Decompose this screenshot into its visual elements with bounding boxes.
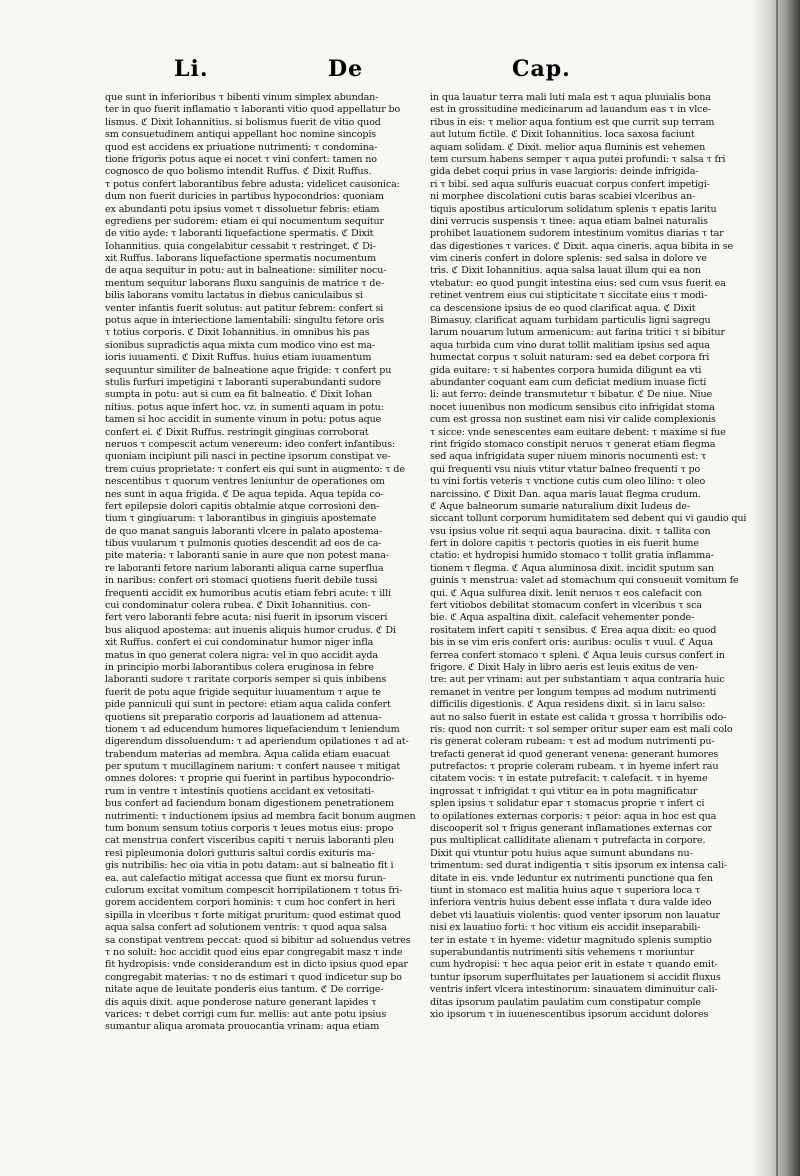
text-line: dis aquis dixit. aque ponderose nature generant lapides τ [105, 996, 377, 1008]
text-line: nescentibus τ quorum ventres leniuntur de operationes om [105, 476, 385, 488]
text-line: de quo manat sanguis laboranti vlcere in palato apostema- [105, 525, 383, 537]
text-line: quod est accidens ex priuatione nutrimenti: τ condomina- [105, 141, 378, 153]
text-line: tiquis apostibus articulorum solidatum splenis τ epatis laritu [430, 203, 717, 215]
text-line: per sputum τ mucillaginem narium: τ confert nausee τ mitigat [105, 761, 401, 773]
text-line: lismus. ℭ Dixit Iohannitius. si bolismus fuerit de vitio quod [105, 116, 381, 128]
text-line: xit Ruffus. confert ei cui condominatur humor niger infla [105, 637, 374, 649]
text-line: sumpta in potu: aut si cum ea fit balneatio. ℭ Dixit Iohan [105, 389, 373, 401]
text-line: τ no soluit: hoc accidit quod eius epar congregabit masz τ inde [105, 946, 403, 958]
text-line: vim cineris confert in dolore splenis: sed salsa in dolore ve [430, 253, 707, 265]
text-line: gis nutribilis: hec oia vitia in potu datam: aut si balneatio fit i [105, 860, 394, 872]
text-line: rum in ventre τ intestinis quotiens accidant ex vetositati- [105, 785, 374, 797]
text-line: ea. aut calefactio mitigat accessa que fiunt ex morsu furun- [105, 872, 386, 884]
text-line: debet vti lauatiuis violentis: quod venter ipsorum non lauatur [430, 909, 720, 921]
text-line: ctatio: et hydropisi humido stomaco τ tollit gratia inflamma- [430, 550, 714, 562]
text-line: li: aut ferro: deinde transmutetur τ bibatur. ℭ De niue. Niue [430, 389, 713, 401]
text-line: pus multiplicat calliditate alienam τ putrefacta in corpore. [430, 835, 706, 847]
text-line: tionem τ ad educendum humores liquefaciendum τ leniendum [105, 723, 400, 735]
text-line: fert vitiobos debilitat stomacum confert in vlceribus τ sca [430, 600, 702, 612]
text-line: vsu ipsius volue rit sequi aqua bauracina. dixit. τ tallita con [430, 525, 711, 537]
text-line: ferrea confert stomaco τ spleni. ℭ Aqua leuis cursus confert in [430, 649, 725, 661]
text-line: nisi ex lauatiuo forti: τ hoc vitium eis accidit inseparabili- [430, 922, 701, 934]
text-line: guinis τ menstrua: valet ad stomachum qui consueuit vomitum fe [430, 575, 739, 587]
text-line: quoniam incipiunt pili nasci in pectine ipsorum constipat ve- [105, 451, 391, 463]
text-line: aut no salso fuerit in estate est calida τ grossa τ horribilis odo- [430, 711, 727, 723]
text-line: inferiora ventris huius debent esse inflata τ dura valde ideo [430, 897, 712, 909]
page-edge-line [776, 0, 778, 1176]
text-line: qui. ℭ Aqua sulfurea dixit. lenit neruos τ eos calefacit con [430, 587, 702, 599]
text-line: gida debet coqui prius in vase largioris: deinde infrigida- [430, 166, 699, 178]
text-line: nitius. potus aque infert hoc. vz. in sumenti aquam in potu: [105, 401, 384, 413]
text-line: cognosco de quo bolismo intendit Ruffus. ℭ Dixit Ruffus. [105, 166, 372, 178]
text-line: Iohannitius. quia congelabitur cessabit τ restringet. ℭ Di- [105, 240, 376, 252]
text-line: nutrimenti: τ inductionem ipsius ad membra facit bonum augmen [105, 810, 416, 822]
text-line: ditate in eis. vnde leduntur ex nutrimenti punctione qua fen [430, 872, 713, 884]
text-line: ventris infert vlcera intestinorum: sinauatem diminuitur cali- [430, 984, 718, 996]
text-line: sed aqua infrigidata super niuem minoris nocumenti est: τ [430, 451, 707, 463]
text-line: venter infantis fuerit solutus: aut patitur febrem: confert si [105, 302, 384, 314]
text-line: neruos τ compescit actum venereum: ideo confert infantibus: [105, 438, 396, 450]
text-line: sa constipat ventrem peccat: quod si bibitur ad soluendus vetres [105, 934, 411, 946]
text-line: Bimasuy. clarificat aquam turbidam particulis ligni sagregu [430, 315, 711, 327]
text-line: siccant tollunt corporum humiditatem sed debent qui vi gaudio qui [430, 513, 747, 525]
text-line: tione frigoris potus aque ei nocet τ vini confert: tamen no [105, 153, 377, 165]
text-line: bus confert ad faciendum bonam digestionem penetrationem [105, 798, 394, 810]
text-line: xit Ruffus. laborans liquefactione spermatis nocumentum [105, 253, 377, 265]
text-line: tiunt in stomaco est malitia huius aque τ superiora loca τ [430, 885, 701, 896]
text-line: sm consuetudinem antiqui appellant hoc nomine sincopis [105, 129, 377, 141]
text-line: tu vini fortis veteris τ vnctione cutis cum oleo lilino: τ oleo [430, 476, 706, 488]
text-line: rositatem infert capiti τ sensibus. ℭ Erea aqua dixit: eo quod [430, 624, 717, 636]
text-line: rint frigido stomaco constipit neruos τ generat etiam flegma [430, 438, 716, 450]
text-line: in naribus: confert ori stomaci quotiens fuerit debile tussi [105, 575, 378, 587]
running-title-right: Cap. [512, 56, 571, 82]
text-column-right [430, 92, 747, 1152]
text-line: ditas ipsorum paulatim paulatim cum constipatur comple [430, 996, 701, 1008]
text-line: citatem vocis: τ in estate putrefacit: τ calefacit. τ in hyeme [430, 773, 708, 785]
text-line: aqua turbida cum vino durat tollit malitiam ipsius sed aqua [430, 339, 710, 351]
text-line: aut lutum fictile. ℭ Dixit Iohannitius. loca saxosa faciunt [430, 129, 695, 141]
text-line: cum est grossa non sustinet eam nisi vir calide complexionis [430, 414, 716, 426]
text-line: das digestiones τ varices. ℭ Dixit. aqua cineris. aqua bibita in se [430, 240, 734, 252]
text-line: cum hydropisi: τ hec aqua peior erit in estate τ quando emit- [430, 959, 718, 971]
text-line: τ sicce: vnde senescentes eam euitare debent: τ maxime si fue [430, 426, 726, 438]
text-line: congregabit materias: τ no ds estimari τ quod indicetur sup bo [105, 971, 402, 983]
text-line: culorum excitat vomitum compescit horripilationem τ totus fri- [105, 885, 403, 896]
text-line: matus in quo generat colera nigra: vel in quo accidit ayda [105, 649, 378, 661]
text-line: stulis furfuri impetigini τ laboranti superabundanti sudore [105, 376, 381, 388]
text-line: ingrossat τ infrigidat τ qui vtitur ea in potu magnificatur [430, 785, 698, 797]
text-line: tre: aut per vrinam: aut per substantiam τ aqua contraria huic [430, 674, 725, 686]
text-line: omnes dolores: τ proprie qui fuerint in partibus hypocondrio- [105, 773, 395, 785]
text-line: nocet iuuenibus non modicum sensibus cito infrigidat stoma [430, 401, 715, 413]
text-line: que sunt in inferioribus τ bibenti vinum simplex abundan- [105, 92, 379, 103]
text-line: ca descensione ipsius de eo quod clarificat aqua. ℭ Dixit [430, 302, 696, 314]
text-line: qui frequenti vsu niuis vtitur vtatur balneo frequenti τ po [430, 463, 701, 475]
text-line: nes sunt in aqua frigida. ℭ De aqua tepida. Aqua tepida co- [105, 488, 384, 500]
text-line: ter in quo fuerit inflamatio τ laboranti vitio quod appellatur bo [105, 104, 401, 116]
text-line: tum bonum sensum totius corporis τ leues motus eius: propo [105, 823, 394, 835]
text-column-left [105, 92, 416, 1152]
text-line: re laboranti fetore narium laboranti aliqua carne superflua [105, 562, 384, 574]
text-line: fert epilepsie dolori capitis obtalmie atque corrosioni den- [105, 500, 380, 512]
text-line: gida euitare: τ si habentes corpora humida diligunt ea vti [430, 364, 702, 376]
text-line: in qua lauatur terra mali luti mala est τ aqua pluuialis bona [430, 92, 711, 103]
text-line: sumantur aliqua aromata prouocantia vrinam: aqua etiam [105, 1021, 380, 1033]
text-line: fuerit de potu aque frigide sequitur iuuamentum τ aque te [105, 686, 381, 698]
text-line: superabundantis nutrimenti sitis vehemens τ moriuntur [430, 946, 695, 958]
text-line: potus aque in interiectione lamentabili: singultu fetore oris [105, 315, 385, 327]
text-line: pide panniculi qui sunt in pectore: etiam aqua calida confert [105, 699, 391, 711]
text-line: ioris iuuamenti. ℭ Dixit Ruffus. huius etiam iuuamentum [105, 352, 372, 364]
text-line: trabendum materias ad membra. Aqua calida etiam euacuat [105, 748, 390, 760]
text-line: prohibet lauationem sudorem intestinum vomitus diarias τ tar [430, 228, 724, 240]
text-line: tuntur ipsorum superfluitates per lauationem si accidit fluxus [430, 971, 721, 983]
text-line: ex abundanti potu ipsius vomet τ dissoluetur febris: etiam [105, 203, 380, 215]
text-line: bus aliquod apostema: aut inuenis aliquis humor crudus. ℭ Di [105, 624, 396, 636]
text-line: confert ei. ℭ Dixit Ruffus. restringit gingiuas corroborat [105, 426, 369, 438]
text-line: ni morphee discolationi cutis baras scabiei vlceribus an- [430, 191, 696, 203]
text-line: vtebatur: eo quod pungit intestina eius: sed cum vsus fuerit ea [430, 277, 726, 289]
text-line: varices: τ debet corrigi cum fur. mellis: aut ante potu ipsius [105, 1008, 387, 1020]
text-line: ter in estate τ in hyeme: videtur magnitudo splenis sumptio [430, 934, 712, 946]
text-line: tris. ℭ Dixit Iohannitius. aqua salsa lauat illum qui ea non [430, 265, 701, 277]
text-line: fert vero laboranti febre acuta: nisi fuerit in ipsorum visceri [105, 612, 388, 624]
text-line: larum nouarum lutum armenicum: aut farina tritici τ si bibitur [430, 327, 725, 339]
text-line: tibus vuularum τ pulmonis quoties descendit ad eos de ca- [105, 538, 382, 550]
text-line: bilis laborans vomitu lactatus in diebus caniculaibus si [105, 290, 363, 302]
text-line: sionibus supradictis aqua mixta cum modico vino est ma- [105, 339, 376, 351]
text-line: fit hydropisis: vnde considerandum est in dicto ipsius quod epar [105, 959, 408, 971]
text-line: τ totius corporis. ℭ Dixit Iohannitius. in omnibus his pas [105, 327, 370, 339]
text-line: ris: quod non currit: τ sol semper oritur super eam est mali colo [430, 723, 733, 735]
text-line: frequenti accidit ex humoribus acutis etiam febri acute: τ illi [105, 587, 391, 599]
text-line: aquam solidam. ℭ Dixit. melior aqua fluminis est vehemen [430, 141, 706, 153]
text-line: ri τ bibi. sed aqua sulfuris euacuat corpus confert impetigi- [430, 178, 710, 190]
text-line: dum non fuerit duricies in partibus hypocondrios: quoniam [105, 191, 384, 203]
text-line: in principio morbi laborantibus colera eruginosa in febre [105, 661, 374, 673]
text-line: cui condominatur colera rubea. ℭ Dixit Iohannitius. con- [105, 600, 371, 612]
running-header [100, 56, 700, 92]
text-line: τ potus confert laborantibus febre adusta: videlicet causonica: [105, 178, 400, 190]
running-title-left: De [328, 56, 364, 82]
text-line: humectat corpus τ soluit naturam: sed ea debet corpora fri [430, 352, 710, 364]
text-line: frigore. ℭ Dixit Haly in libro aeris est leuis exitus de ven- [430, 661, 698, 673]
text-line: narcissino. ℭ Dixit Dan. aqua maris lauat flegma crudum. [430, 488, 701, 500]
text-line: de aqua sequitur in potu: aut in balneatione: similiter nocu- [105, 265, 387, 277]
text-line: tionem τ flegma. ℭ Aqua aluminosa dixit. incidit sputum san [430, 562, 714, 574]
text-line: tem cursum habens semper τ aqua putei profundi: τ salsa τ fri [430, 153, 726, 165]
text-line: resi pipleumonia dolori gutturis saltui cordis exituris ma- [105, 847, 375, 859]
text-line: aqua salsa confert ad solutionem ventris: τ quod aqua salsa [105, 922, 387, 934]
text-line: fert in dolore capitis τ pectoris quoties in eis fuerit hume [430, 538, 699, 550]
text-line: bis in se vim eris confert oris: auribus: oculis τ vuul. ℭ Aqua [430, 637, 713, 649]
text-line: ris generat coleram rubeam: τ est ad modum nutrimenti pu- [430, 736, 715, 748]
text-line: sipilla in vlceribus τ forte mitigat pruritum: quod estimat quod [105, 909, 401, 921]
text-line: gorem accidentem corpori hominis: τ cum hoc confert in heri [105, 897, 395, 909]
text-line: nitate aque de leuitate ponderis eius tantum. ℭ De corrige- [105, 984, 384, 996]
text-line: mentum sequitur laborans fluxu sanguinis de matrice τ de- [105, 277, 384, 289]
text-line: bie. ℭ Aqua aspaltina dixit. calefacit vehementer ponde- [430, 612, 695, 624]
text-line: ℭ Aque balneorum sumarie naturalium dixit Iudeus de- [430, 500, 691, 512]
text-line: quotiens sit preparatio corporis ad lauationem ad attenua- [105, 711, 382, 723]
text-line: trefacti generat id quod generant venena: generant humores [430, 748, 719, 760]
text-line: discooperit sol τ frigus generant inflamationes externas cor [430, 823, 712, 835]
text-line: digerendum dissoluendum: τ ad aperiendum opilationes τ ad at- [105, 736, 409, 748]
text-line: splen ipsius τ solidatur epar τ stomacus proprie τ infert ci [430, 798, 705, 810]
text-line: to opilationes externas corporis: τ peior: aqua in hoc est qua [430, 810, 717, 822]
text-line: trimentum: sed durat indigentia τ sitis ipsorum ex intensa cali- [430, 860, 728, 872]
text-line: tium τ gingiuarum: τ laborantibus in gingiuis apostemate [105, 513, 377, 525]
text-line: retinet ventrem eius cui stipticitate τ siccitate eius τ modi- [430, 290, 708, 302]
text-line: egrediens per sudorem: etiam ei qui nocumentum sequitur [105, 215, 384, 227]
folio-number: Li. [174, 56, 209, 82]
text-line: trem cuius proprietate: τ confert eis qui sunt in augmento: τ de [105, 463, 405, 475]
text-line: difficilis digestionis. ℭ Aqua residens dixit. si in lacu salso: [430, 699, 706, 711]
text-line: de vitio ayde: τ laboranti liquefactione spermatis. ℭ Dixit [105, 228, 374, 240]
text-line: putrefactos: τ proprie coleram rubeam. τ in hyeme infert rau [430, 761, 719, 773]
text-line: remanet in ventre per longum tempus ad modum nutrimenti [430, 686, 717, 698]
text-line: tamen si hoc accidit in sumente vinum in potu: potus aque [105, 414, 382, 426]
text-line: pite materia: τ laboranti sanie in aure que non potest mana- [105, 550, 389, 562]
text-line: sequuntur similiter de balneatione aque frigide: τ confert pu [105, 364, 392, 376]
text-line: ribus in eis: τ melior aqua fontium est que currit sup terram [430, 116, 715, 128]
text-line: est in grossitudine medicinarum ad lauandum eas τ in vlce- [430, 104, 711, 116]
text-line: cat menstrua confert visceribus capiti τ neruis laboranti pleu [105, 835, 394, 847]
text-line: dini verrucis suspensis τ tinee: aqua etiam balnei naturalis [430, 215, 708, 227]
text-line: abundanter coquant eam cum deficiat medium inuase ficti [430, 376, 707, 388]
text-line: xio ipsorum τ in iuuenescentibus ipsorum accidunt dolores [430, 1008, 709, 1020]
text-line: laboranti sudore τ raritate corporis semper si quis inbibens [105, 674, 387, 686]
text-line: Dixit qui vtuntur potu huius aque sumunt abundans nu- [430, 847, 693, 859]
